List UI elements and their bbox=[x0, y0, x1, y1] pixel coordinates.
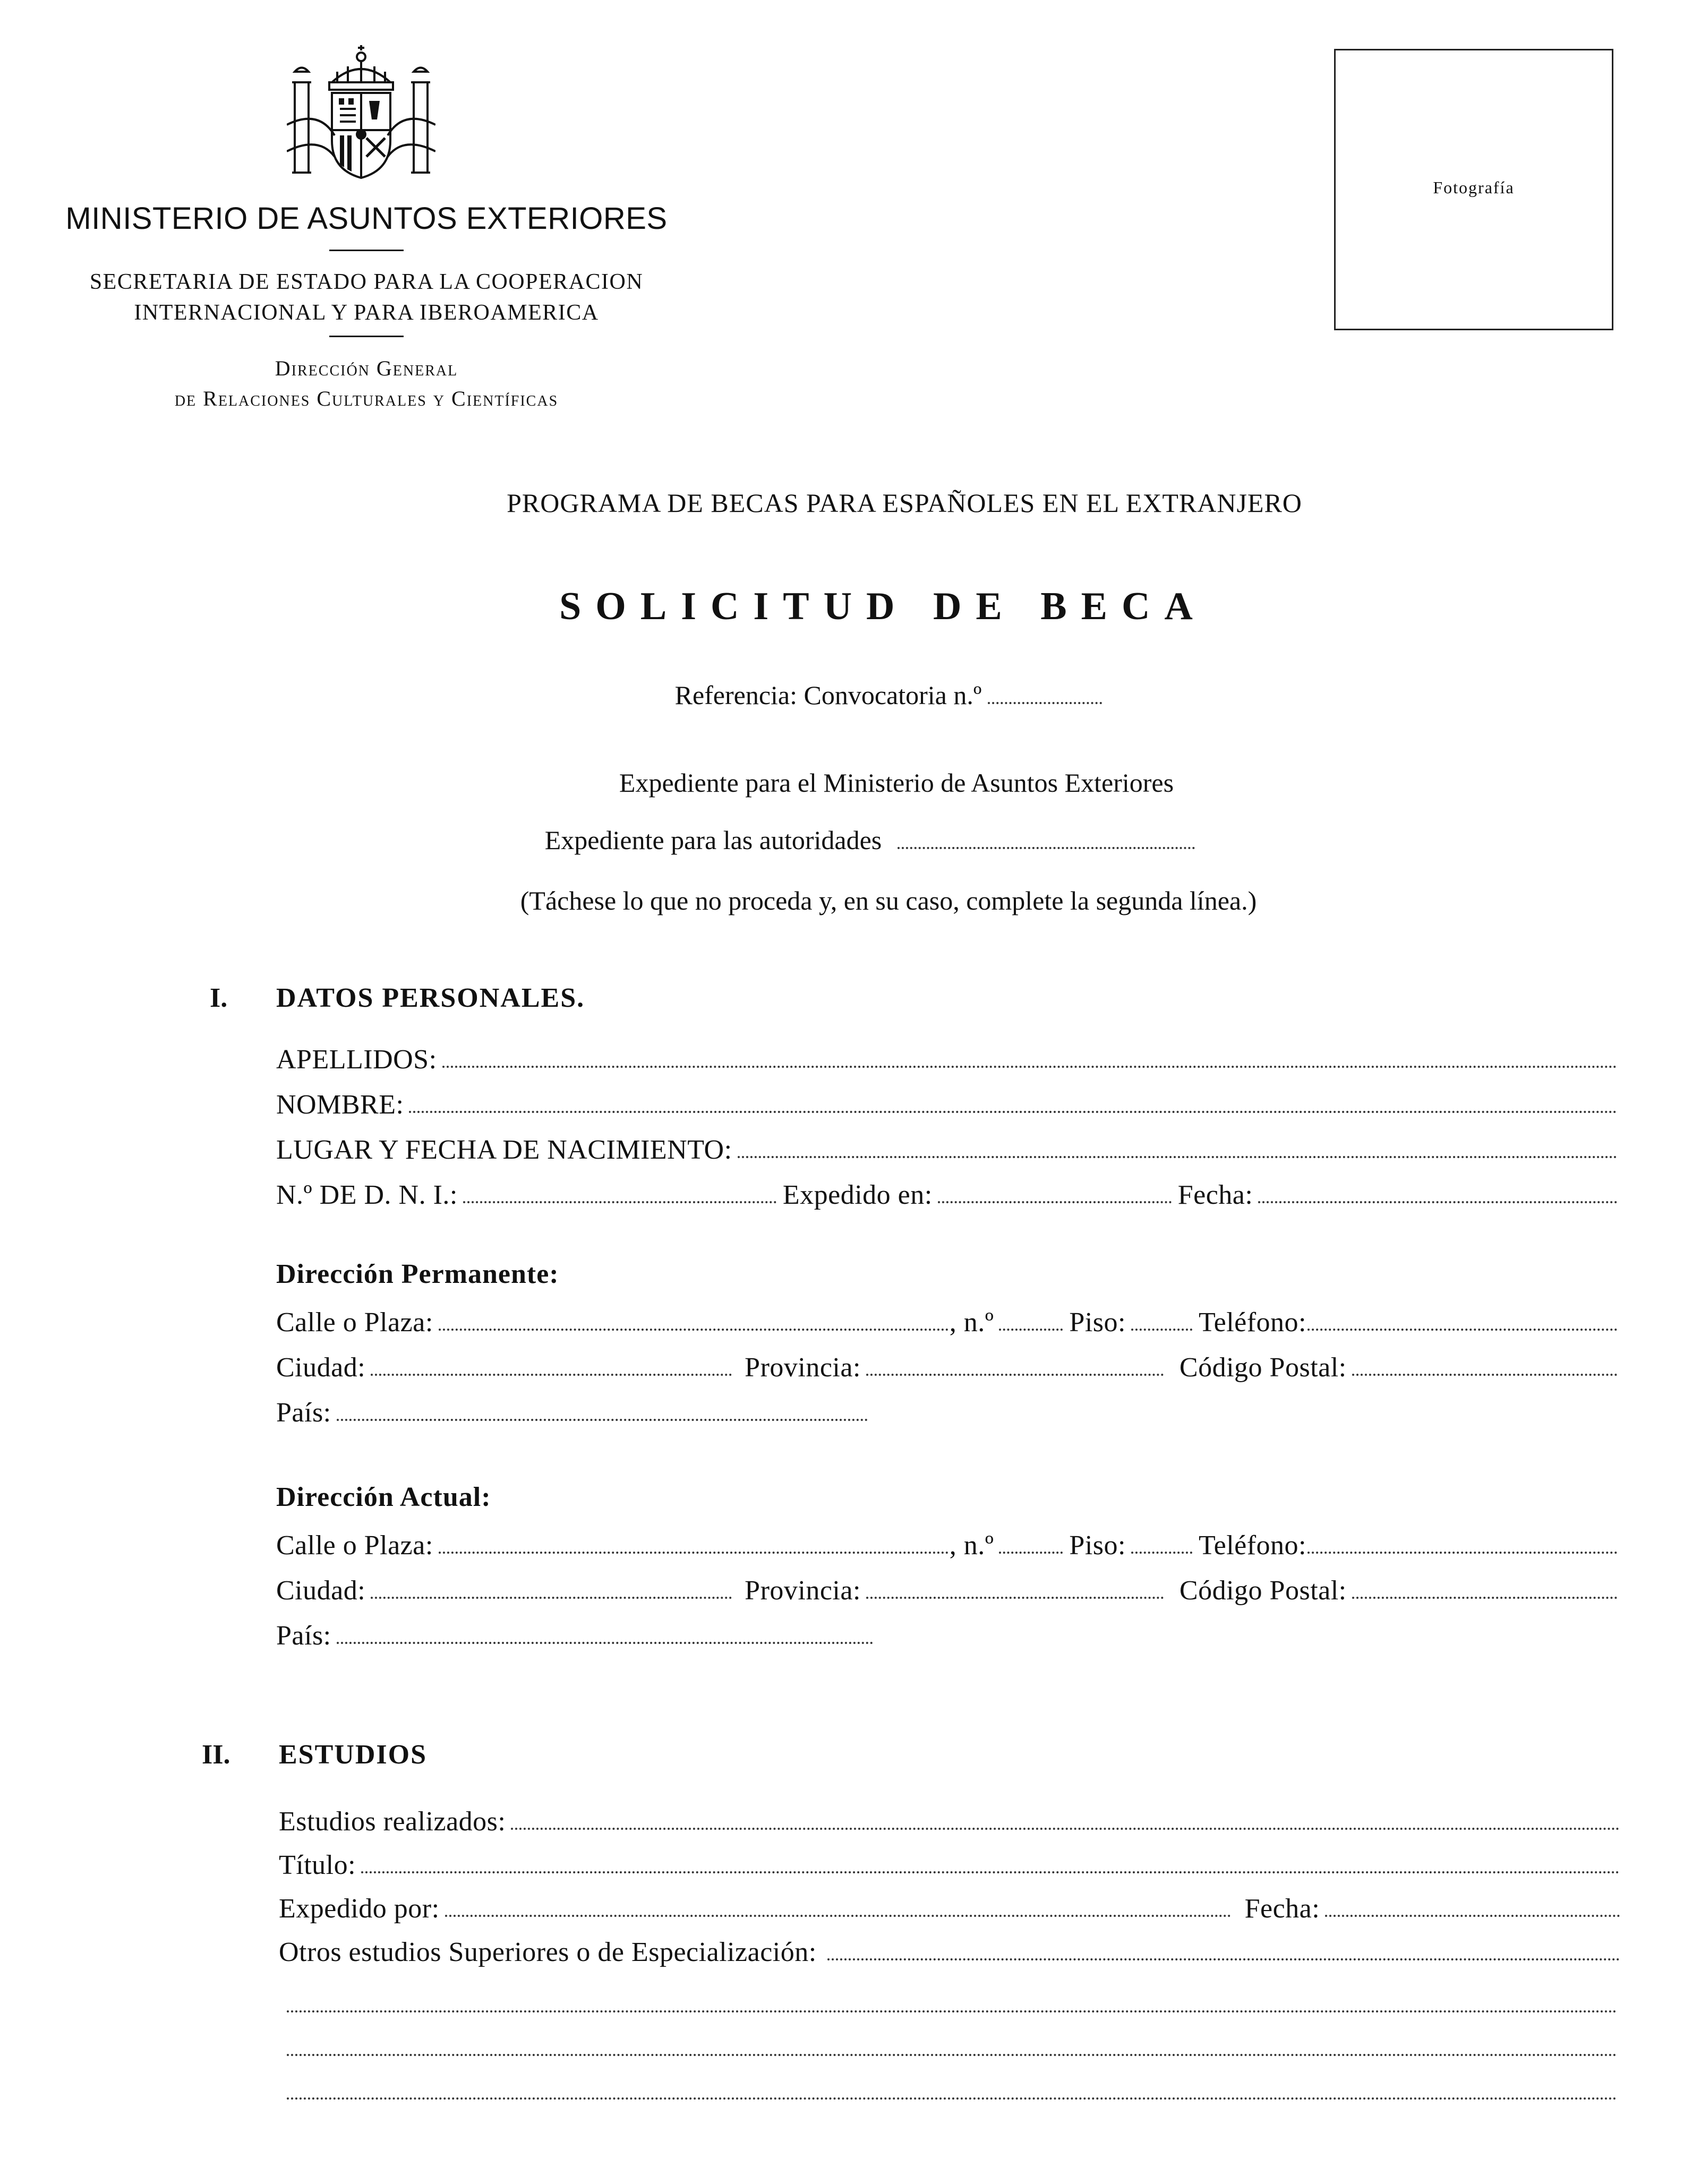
direccion-permanente-heading: Dirección Permanente: bbox=[276, 1259, 559, 1289]
actual-piso-label: Piso: bbox=[1069, 1530, 1126, 1561]
expedido-por-field[interactable] bbox=[445, 1915, 1231, 1917]
otros-estudios-label: Otros estudios Superiores o de Especialización: bbox=[279, 1937, 817, 1967]
permanente-provincia-field[interactable] bbox=[866, 1374, 1164, 1376]
secretaria-name bbox=[32, 267, 701, 328]
permanente-calle-label: Calle o Plaza: bbox=[276, 1307, 433, 1338]
actual-ciudad-row bbox=[276, 1569, 1617, 1606]
referencia-line bbox=[0, 680, 1692, 710]
permanente-cp-label: Código Postal: bbox=[1179, 1352, 1347, 1383]
permanente-numero-field[interactable] bbox=[999, 1329, 1063, 1331]
expediente-ministerio: Expediente para el Ministerio de Asuntos Exteriores bbox=[619, 768, 1174, 798]
direccion-line-2: de Relaciones Culturales y Científicas bbox=[174, 387, 559, 410]
section-2-number: II. bbox=[202, 1740, 230, 1770]
expediente-autoridades-field[interactable] bbox=[898, 847, 1195, 849]
tachese-note: (Táchese lo que no proceda y, en su caso, complete la segunda línea.) bbox=[520, 886, 1257, 915]
estudios-realizados-field[interactable] bbox=[511, 1828, 1620, 1830]
actual-telefono-field[interactable] bbox=[1308, 1552, 1617, 1554]
lugar-fecha-field[interactable] bbox=[738, 1156, 1617, 1158]
titulo-row bbox=[279, 1844, 1620, 1881]
apellidos-row bbox=[276, 1038, 1617, 1075]
otros-estudios-blank-line[interactable] bbox=[287, 2097, 1617, 2100]
estudios-fecha-field[interactable] bbox=[1325, 1915, 1620, 1917]
photo-label: Fotografía bbox=[1433, 178, 1515, 197]
actual-cp-field[interactable] bbox=[1352, 1597, 1617, 1599]
dni-expedido-label: Expedido en: bbox=[782, 1180, 933, 1210]
lugar-fecha-label: LUGAR Y FECHA DE NACIMIENTO: bbox=[276, 1135, 732, 1165]
actual-cp-label: Código Postal: bbox=[1179, 1575, 1347, 1606]
actual-ciudad-field[interactable] bbox=[371, 1597, 732, 1599]
actual-numero-field[interactable] bbox=[999, 1552, 1063, 1554]
secretaria-line-1: SECRETARIA DE ESTADO PARA LA COOPERACION bbox=[89, 270, 644, 294]
actual-numero-label: , n.º bbox=[949, 1530, 994, 1561]
actual-calle-row bbox=[276, 1524, 1617, 1561]
section-1-number: I. bbox=[210, 983, 228, 1013]
actual-piso-field[interactable] bbox=[1131, 1552, 1192, 1554]
permanente-piso-label: Piso: bbox=[1069, 1307, 1126, 1338]
referencia-label: Referencia: Convocatoria n.º bbox=[674, 680, 982, 710]
dni-label: N.º DE D. N. I.: bbox=[276, 1180, 458, 1210]
otros-estudios-blank-line[interactable] bbox=[287, 2010, 1617, 2012]
nombre-field[interactable] bbox=[409, 1111, 1617, 1113]
permanente-calle-row bbox=[276, 1301, 1617, 1338]
actual-calle-field[interactable] bbox=[439, 1552, 948, 1554]
actual-provincia-field[interactable] bbox=[866, 1597, 1164, 1599]
nombre-label: NOMBRE: bbox=[276, 1090, 404, 1120]
actual-calle-label: Calle o Plaza: bbox=[276, 1530, 433, 1561]
permanente-pais-field[interactable] bbox=[337, 1419, 868, 1421]
nombre-row bbox=[276, 1083, 1617, 1120]
expedido-por-label: Expedido por: bbox=[279, 1894, 440, 1924]
dni-field[interactable] bbox=[463, 1201, 776, 1203]
dni-fecha-field[interactable] bbox=[1258, 1201, 1617, 1203]
actual-ciudad-label: Ciudad: bbox=[276, 1575, 366, 1606]
dni-row bbox=[276, 1174, 1617, 1211]
header-divider bbox=[329, 336, 404, 337]
permanente-telefono-field[interactable] bbox=[1308, 1329, 1617, 1331]
permanente-cp-field[interactable] bbox=[1352, 1374, 1617, 1376]
apellidos-label: APELLIDOS: bbox=[276, 1044, 437, 1075]
apellidos-field[interactable] bbox=[442, 1066, 1617, 1068]
otros-estudios-row bbox=[279, 1931, 1620, 1968]
permanente-calle-field[interactable] bbox=[439, 1329, 948, 1331]
otros-estudios-blank-line[interactable] bbox=[287, 2054, 1617, 2056]
actual-pais-row bbox=[276, 1614, 1617, 1651]
estudios-realizados-label: Estudios realizados: bbox=[279, 1806, 506, 1837]
direccion-general bbox=[32, 353, 701, 414]
section-1-title: DATOS PERSONALES. bbox=[276, 983, 585, 1013]
dni-fecha-label: Fecha: bbox=[1177, 1180, 1253, 1210]
otros-estudios-field[interactable] bbox=[827, 1958, 1620, 1960]
actual-telefono-label: Teléfono: bbox=[1198, 1530, 1306, 1561]
titulo-field[interactable] bbox=[361, 1871, 1620, 1873]
photo-box[interactable] bbox=[1334, 49, 1613, 330]
estudios-fecha-label: Fecha: bbox=[1244, 1894, 1320, 1924]
estudios-realizados-row bbox=[279, 1800, 1620, 1837]
actual-pais-label: País: bbox=[276, 1621, 331, 1651]
coat-of-arms-icon bbox=[287, 45, 435, 189]
dni-expedido-field[interactable] bbox=[938, 1201, 1172, 1203]
direccion-actual-heading: Dirección Actual: bbox=[276, 1482, 491, 1512]
expedido-por-row bbox=[279, 1887, 1620, 1924]
permanente-pais-label: País: bbox=[276, 1398, 331, 1428]
expediente-autoridades-label: Expediente para las autoridades bbox=[544, 825, 882, 855]
permanente-ciudad-label: Ciudad: bbox=[276, 1352, 366, 1383]
permanente-telefono-label: Teléfono: bbox=[1198, 1307, 1306, 1338]
actual-provincia-label: Provincia: bbox=[745, 1575, 861, 1606]
permanente-piso-field[interactable] bbox=[1131, 1329, 1192, 1331]
permanente-ciudad-row bbox=[276, 1346, 1617, 1383]
permanente-ciudad-field[interactable] bbox=[371, 1374, 732, 1376]
program-title: PROGRAMA DE BECAS PARA ESPAÑOLES EN EL EXTRANJERO bbox=[507, 488, 1302, 518]
permanente-provincia-label: Provincia: bbox=[745, 1352, 861, 1383]
section-2-title: ESTUDIOS bbox=[279, 1740, 427, 1770]
titulo-label: Título: bbox=[279, 1850, 356, 1880]
ministry-name: MINISTERIO DE ASUNTOS EXTERIORES bbox=[65, 201, 668, 236]
referencia-field[interactable] bbox=[988, 702, 1102, 704]
secretaria-line-2: INTERNACIONAL Y PARA IBEROAMERICA bbox=[134, 301, 599, 325]
form-title: SOLICITUD DE BECA bbox=[559, 585, 1207, 628]
permanente-numero-label: , n.º bbox=[949, 1307, 994, 1338]
permanente-pais-row bbox=[276, 1391, 1617, 1428]
lugar-fecha-row bbox=[276, 1128, 1617, 1166]
direccion-line-1: Dirección General bbox=[275, 356, 458, 380]
header-divider bbox=[329, 250, 404, 251]
actual-pais-field[interactable] bbox=[337, 1642, 873, 1644]
expediente-autoridades-line bbox=[0, 825, 1692, 855]
